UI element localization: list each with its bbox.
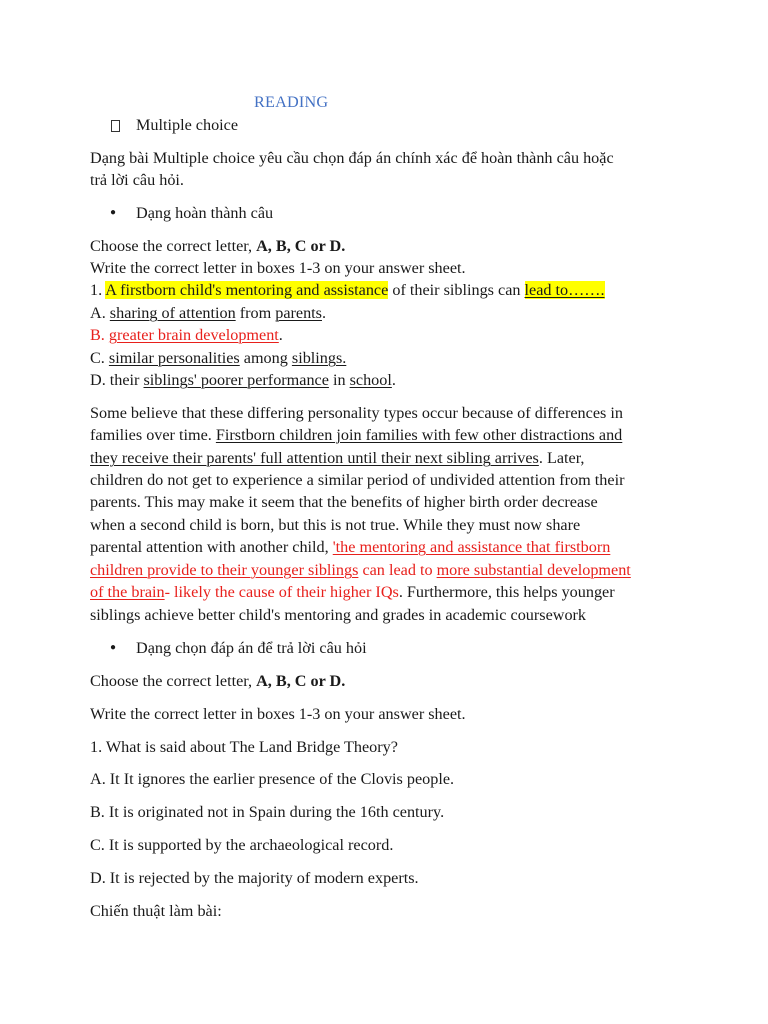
section2-option-c: C. It is supported by the archaeological record.	[90, 836, 394, 854]
section1-instruction-2: Write the correct letter in boxes 1-3 on your answer sheet.	[90, 259, 466, 277]
passage-line-6: when a second child is born, but this is not true. While they must now share	[90, 516, 581, 534]
passage-line-7: parental attention with another child, 'the mentoring and assistance that firstborn	[90, 538, 611, 556]
option-c: C. similar personalities among siblings.	[90, 349, 347, 367]
passage-line-3: they receive their parents' full attention until their next sibling arrives. Later,	[90, 449, 585, 467]
missing-glyph-icon	[111, 120, 120, 132]
passage-line-5: parents. This may make it seem that the benefits of higher birth order decrease	[90, 493, 598, 511]
section2-question: 1. What is said about The Land Bridge Theory?	[90, 738, 398, 756]
bullet-icon: ●	[110, 207, 117, 218]
intro-line-2: trả lời câu hỏi.	[90, 171, 184, 189]
section2-instruction-1: Choose the correct letter, A, B, C or D.	[90, 672, 346, 690]
option-d: D. their siblings' poorer performance in school.	[90, 371, 396, 389]
option-a: A. sharing of attention from parents.	[90, 304, 327, 322]
passage-line-8: children provide to their younger siblings can lead to more substantial development	[90, 561, 631, 579]
passage-line-2: families over time. Firstborn children join families with few other distractions and	[90, 426, 623, 444]
section2-option-d: D. It is rejected by the majority of modern experts.	[90, 869, 419, 887]
section2-option-b: B. It is originated not in Spain during the 16th century.	[90, 803, 445, 821]
section1-question: 1. A firstborn child's mentoring and assistance of their siblings can lead to…….	[90, 281, 605, 299]
section2-instruction-2: Write the correct letter in boxes 1-3 on your answer sheet.	[90, 705, 466, 723]
section2-option-a: A. It It ignores the earlier presence of the Clovis people.	[90, 770, 455, 788]
section1-instruction-1: Choose the correct letter, A, B, C or D.	[90, 237, 346, 255]
passage-line-1: Some believe that these differing personality types occur because of differences in	[90, 404, 623, 422]
passage-line-4: children do not get to experience a similar period of undivided attention from their	[90, 471, 625, 489]
intro-line-1: Dạng bài Multiple choice yêu cầu chọn đáp án chính xác để hoàn thành câu hoặc	[90, 149, 614, 167]
bullet-icon: ●	[110, 642, 117, 653]
strategy-heading: Chiến thuật làm bài:	[90, 902, 222, 920]
option-b: B. greater brain development.	[90, 326, 283, 344]
passage-line-10: siblings achieve better child's mentoring and grades in academic coursework	[90, 606, 587, 624]
passage-line-9: of the brain- likely the cause of their higher IQs. Furthermore, this helps younger	[90, 583, 615, 601]
page-title: READING	[254, 93, 329, 111]
